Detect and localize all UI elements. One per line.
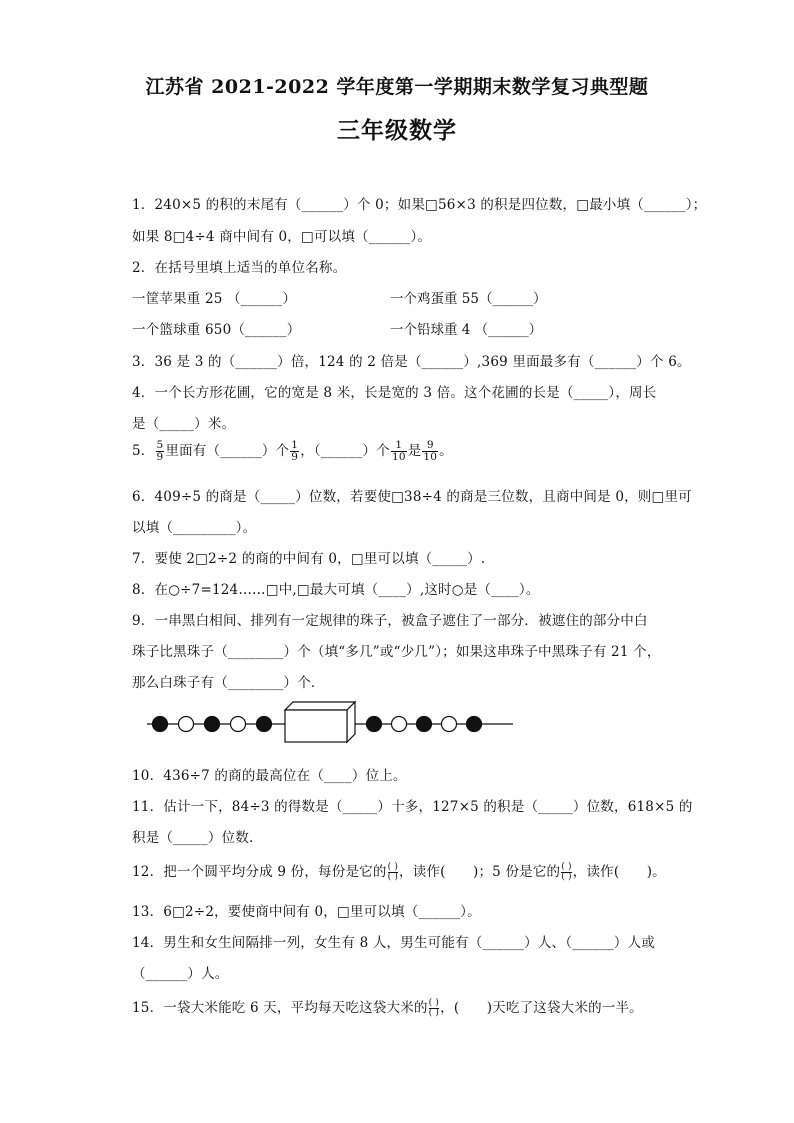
question-5-line — [132, 439, 453, 463]
fraction-9-10: $\frac{9}{10}$ — [423, 439, 438, 463]
question-12-text-3: ，读作( )。 — [572, 864, 666, 880]
right-black-bead — [467, 717, 482, 732]
question-4-line-2: 是（_____）米。 — [132, 416, 236, 432]
right-black-bead — [367, 717, 382, 732]
fraction-blank: $\frac{( )}{( )}$ — [428, 998, 440, 1018]
question-5-text-2: ，（______）个 — [300, 443, 390, 459]
fraction-blank: $\frac{( )}{( )}$ — [387, 862, 399, 882]
bead-string-diagram — [145, 700, 517, 746]
question-12-line — [132, 860, 666, 882]
right-black-bead — [417, 717, 432, 732]
right-white-bead — [392, 717, 407, 732]
question-9-line-1: 9．一串黑白相间、排列有一定规律的珠子，被盒子遮住了一部分．被遮住的部分中白 — [132, 613, 648, 629]
question-14-line-1: 14．男生和女生间隔排一列，女生有 8 人，男生可能有（______）人、（______）人或 — [132, 935, 655, 951]
fraction-1-10: $\frac{1}{10}$ — [391, 439, 406, 463]
question-2-item-shot: 一个铅球重 4 （______） — [390, 322, 543, 338]
left-black-bead — [205, 717, 220, 732]
question-2-item-basketball: 一个篮球重 650（______） — [132, 322, 301, 338]
question-5-text-4: 。 — [439, 443, 453, 459]
question-1-line-2: 如果 8□4÷4 商中间有 0，□可以填（______）。 — [132, 229, 432, 245]
left-white-bead — [179, 717, 194, 732]
left-black-bead — [257, 717, 272, 732]
question-1-line-1: 1．240×5 的积的末尾有（______）个 0；如果□56×3 的积是四位数，□最小填（______）； — [132, 197, 707, 213]
document-subtitle: 三年级数学 — [337, 117, 457, 144]
question-14-line-2: （______）人。 — [132, 966, 229, 982]
question-13-line-1: 13．6□2÷2，要使商中间有 0，□里可以填（______）。 — [132, 904, 481, 920]
fraction-5-9: $\frac{5}{9}$ — [156, 439, 164, 463]
question-9-line-3: 那么白珠子有（________）个． — [132, 675, 325, 691]
question-9-line-2: 珠子比黑珠子（________）个（填“多几”或“少几”）；如果这串珠子中黑珠子有 21 个， — [132, 644, 661, 660]
fraction-1-9: $\frac{1}{9}$ — [291, 439, 299, 463]
question-2-line-1: 2．在括号里填上适当的单位名称。 — [132, 260, 347, 276]
question-15-line — [132, 996, 643, 1018]
question-5-text-1: 里面有（______）个 — [165, 443, 290, 459]
question-10-line-1: 10．436÷7 的商的最高位在（____）位上。 — [132, 768, 407, 784]
question-11-line-2: 积是（_____）位数. — [132, 830, 254, 846]
left-white-bead — [231, 717, 246, 732]
question-4-line-1: 4．一个长方形花圃，它的宽是 8 米，长是宽的 3 倍。这个花圃的长是（_____），周长 — [132, 385, 657, 401]
question-12-text-2: ，读作( )；5 份是它的 — [399, 864, 561, 880]
question-15-text-2: ，( )天吃了这袋大米的一半。 — [440, 1000, 643, 1016]
question-12-text-1: 12．把一个圆平均分成 9 份，每份是它的 — [132, 864, 387, 880]
question-11-line-1: 11．估计一下，84÷3 的得数是（_____）十多，127×5 的积是（_____）位数，618×5 的 — [132, 799, 693, 815]
question-2-item-egg: 一个鸡蛋重 55（______） — [390, 291, 547, 307]
question-2-item-apples: 一筐苹果重 25 （______） — [132, 291, 297, 307]
right-white-bead — [442, 717, 457, 732]
question-5-text-3: 是 — [407, 443, 422, 459]
fraction-blank: $\frac{( )}{( )}$ — [561, 862, 572, 882]
question-5-number: 5． — [132, 443, 155, 459]
question-6-line-1: 6．409÷5 的商是（_____）位数，若要使□38÷4 的商是三位数，且商中间是 0，则□里可 — [132, 489, 692, 505]
question-3-line-1: 3．36 是 3 的（______）倍，124 的 2 倍是（______）,369 里面最多有（______）个 6。 — [132, 354, 691, 370]
left-black-bead — [153, 717, 168, 732]
question-7-line-1: 7．要使 2□2÷2 的商的中间有 0，□里可以填（_____）. — [132, 551, 486, 567]
question-6-line-2: 以填（_________）。 — [132, 520, 257, 536]
document-title: 江苏省 2021-2022 学年度第一学期期末数学复习典型题 — [145, 76, 649, 98]
cover-box — [285, 702, 355, 742]
question-15-text-1: 15．一袋大米能吃 6 天，平均每天吃这袋大米的 — [132, 1000, 428, 1016]
question-8-line-1: 8．在○÷7=124……□中,□最大可填（____）,这时○是（____）。 — [132, 582, 540, 598]
